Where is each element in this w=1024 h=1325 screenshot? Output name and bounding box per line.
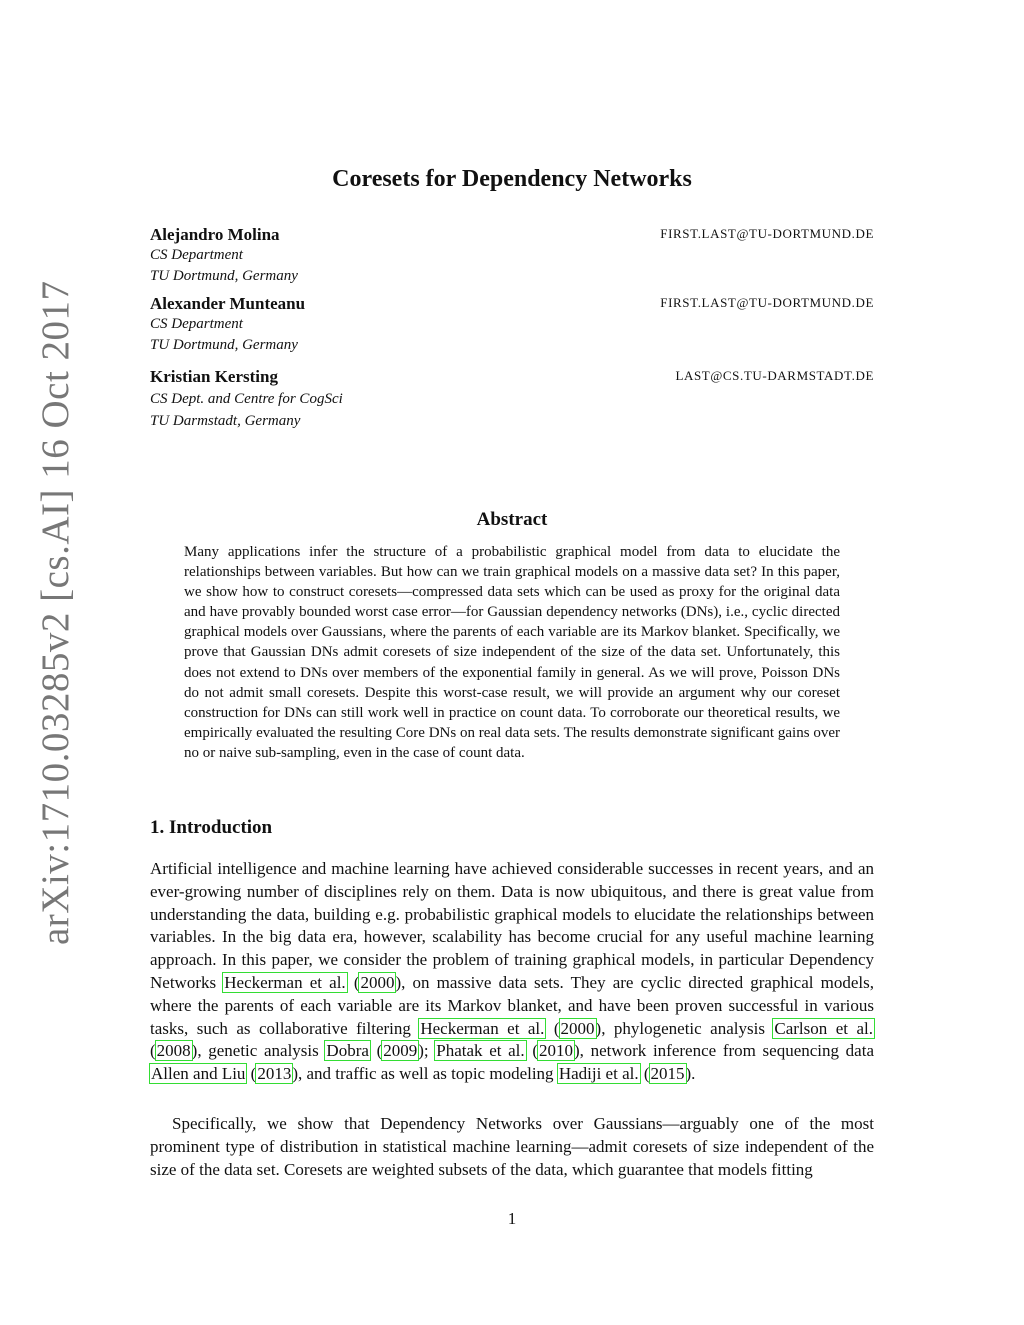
citation-year-link[interactable]: 2008: [156, 1041, 191, 1061]
author-affiliation: TU Darmstadt, Germany: [150, 413, 301, 429]
citation-link[interactable]: Hadiji et al.: [558, 1064, 639, 1084]
section-heading: 1. Introduction: [150, 817, 273, 838]
citation-year-link[interactable]: 2013: [257, 1064, 292, 1084]
author-email: FIRST.LAST@TU-DORTMUND.DE: [660, 226, 874, 241]
author-affiliation: CS Dept. and Centre for CogSci: [150, 391, 343, 407]
paragraph-text: ), and traffic as well as topic modeling: [292, 1064, 558, 1084]
arxiv-identifier-stamp: arXiv:1710.03285v2 [cs.AI] 16 Oct 2017: [34, 280, 77, 945]
paragraph-text: ).: [685, 1064, 696, 1084]
page-number: 1: [507, 1209, 517, 1228]
citation-year-link[interactable]: 2015: [650, 1064, 685, 1084]
author-affiliation: CS Department: [150, 316, 243, 332]
abstract-text: Many applications infer the structure of a probabilistic graphical model from data to elucidate the relationships between variables. But how can we train graphical models on a massive data set? In this paper, we show how to construct coresets—compressed data sets which can be used as proxy for the original data and have provably bounded worst case error—for Gaussian dependency networks (DNs), i.e., cyclic directed graphical models over Gaussians, where the parents of each variable are its Markov blanket. Specifically, we prove that Gaussian DNs admit coresets of size independent of the size of the data set. Unfortunately, this does not extend to DNs over members of the exponential family in general. As we will prove, Poisson DNs do not admit small coresets. Despite this worst-case result, we will provide an argument why our coreset construction for DNs can still work well in practice on count data. To corroborate our theoretical results, we empirically evaluated the resulting Core DNs on real data sets. The results demonstrate significant gains over no or naive sub-sampling, even in the case of count data.: [184, 544, 840, 761]
citation-year-link[interactable]: 2000: [360, 972, 395, 992]
author-block: [150, 224, 874, 287]
intro-paragraph: Specifically, we show that Dependency Networks over Gaussians—arguably one of the most prominent type of distribution in statistical machine learning—admit coresets of size independent of the size of the data set. Coresets are weighted subsets of the data, which guarantee that models fitting: [150, 1114, 874, 1179]
author-email: FIRST.LAST@TU-DORTMUND.DE: [660, 295, 874, 310]
paper-title: Coresets for Dependency Networks: [332, 166, 692, 192]
paragraph-text: Artificial intelligence and machine learning have achieved considerable successes in recent years, and an ever-growing number of disciplines rely on them. Data is now ubiquitous, and there is great value from understanding the data, building e.g. probabilistic graphical models to elucidate the relationships between variables. In the big data era, however, scalability has become crucial for any useful machine learning approach. In this paper, we consider the problem of training graphical models, in particular Dependency Networks: [150, 859, 874, 992]
author-affiliation: CS Department: [150, 247, 243, 263]
citation-link[interactable]: Phatak et al.: [436, 1041, 525, 1061]
intro-paragraph: Artificial intelligence and machine learning have achieved considerable successes in recent years, and an ever-growing number of disciplines rely on them. Data is now ubiquitous, and there is great value from understanding the data, building e.g. probabilistic graphical models to elucidate the relationships between variables. In the big data era, however, scalability has become crucial for any useful machine learning approach. In this paper, we consider the problem of training graphical models, in particular Dependency Networks Heckerman et al. (2000), on massive data sets. They are cyclic directed graphical models, where the parents of each variable are its Markov blanket, and have been proven successful in various tasks, such as collaborative filtering Heckerman et al. (2000), phylogenetic analysis Carlson et al. (2008), genetic analysis Dobra (2009); Phatak et al. (2010), network inference from sequencing data Allen and Liu (2013), and traffic as well as topic modeling Hadiji et al. (2015).: [150, 859, 874, 1084]
citation-year-link[interactable]: 2009: [383, 1041, 418, 1061]
paragraph-text: ), on massive data sets. They are cyclic directed graphical models, where the parents of each variable are its Markov blanket, and have been proven successful in various tasks, such as collaborative filtering: [150, 972, 874, 1038]
author-name: Kristian Kersting: [150, 367, 278, 386]
citation-year-link[interactable]: 2000: [560, 1018, 595, 1038]
author-block: [150, 293, 874, 356]
citation-link[interactable]: Heckerman et al.: [420, 1018, 545, 1038]
author-block: [150, 366, 874, 432]
paragraph-text: );: [418, 1041, 436, 1061]
citation-link[interactable]: Allen and Liu: [151, 1064, 246, 1084]
paragraph-text: ), phylogenetic analysis: [595, 1018, 774, 1038]
paragraph-text: ), genetic analysis: [191, 1041, 326, 1061]
author-name: Alejandro Molina: [150, 225, 280, 244]
author-affiliation: TU Dortmund, Germany: [150, 337, 298, 353]
abstract-heading: Abstract: [476, 509, 548, 530]
citation-link[interactable]: Dobra: [326, 1041, 369, 1061]
citation-link[interactable]: Carlson et al.: [774, 1018, 873, 1038]
author-affiliation: TU Dortmund, Germany: [150, 268, 298, 284]
author-email: LAST@CS.TU-DARMSTADT.DE: [675, 368, 874, 383]
citation-link[interactable]: Heckerman et al.: [224, 972, 346, 992]
citation-year-link[interactable]: 2010: [539, 1041, 573, 1061]
author-name: Alexander Munteanu: [150, 294, 306, 313]
paragraph-text: ), network inference from sequencing data: [574, 1041, 874, 1061]
